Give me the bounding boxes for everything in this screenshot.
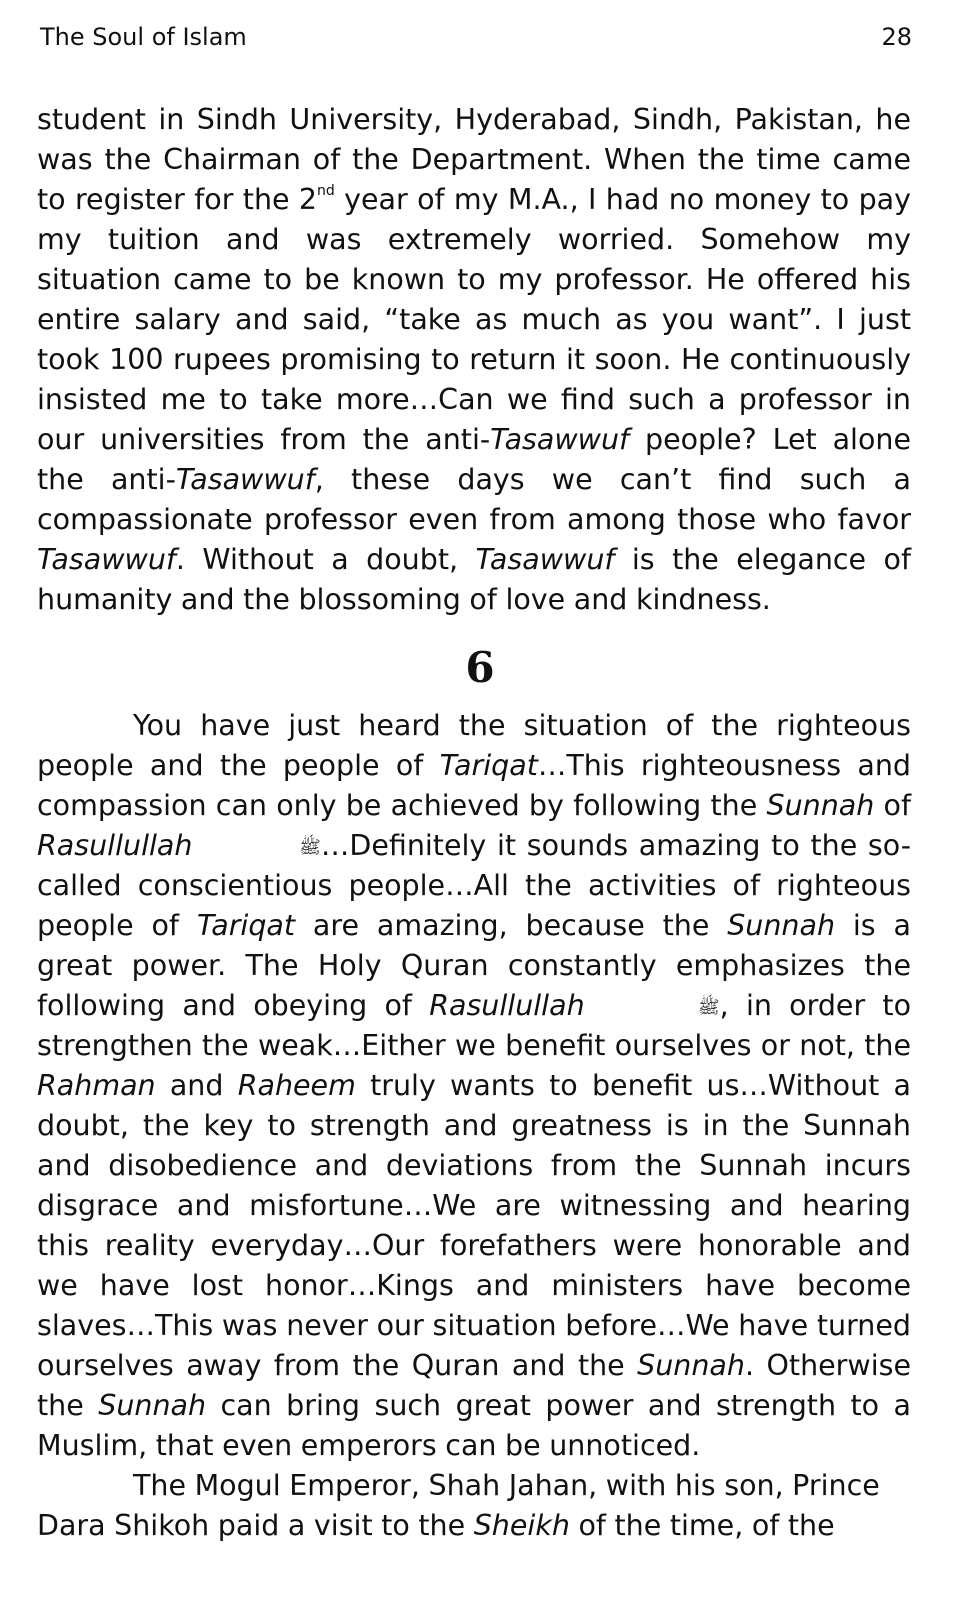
italic-term: Sunnah: [766, 789, 875, 822]
paragraph-2: [37, 706, 911, 1466]
text-run: can bring such great power and strength to a Muslim, that even emperors can be unnoticed.: [37, 1389, 911, 1462]
page-number: 28: [881, 23, 912, 51]
text-run: , these days we can’t find such a compassionate professor even from among those who favor: [37, 463, 911, 536]
italic-term: Sunnah: [637, 1349, 745, 1382]
text-run: is the elegance of humanity and the blossoming of love and kindness.: [37, 543, 911, 616]
italic-term: Tasawwuf: [475, 543, 615, 576]
text-run: . Without a doubt,: [175, 543, 476, 576]
italic-term: Tasawwuf: [37, 543, 176, 576]
paragraph-2-text: [37, 706, 911, 1466]
paragraph-1-text: [37, 100, 911, 620]
italic-term: Sunnah: [98, 1389, 207, 1422]
italic-term: Tariqat: [439, 749, 538, 782]
paragraph-3-text: [37, 1466, 911, 1546]
paragraph-3: [37, 1466, 911, 1546]
text-run: people? Let alone the anti-: [37, 423, 911, 496]
italic-term: Rasullullah: [429, 989, 585, 1022]
text-run: , in order to strengthen the weak…Either we benefit ourselves or not, the: [37, 989, 912, 1062]
italic-term: Tariqat: [196, 909, 296, 942]
paragraph-1: [37, 100, 911, 620]
text-run: . Otherwise the: [37, 1349, 911, 1422]
text-run: of: [874, 789, 911, 822]
italic-term: Rahman: [37, 1069, 156, 1102]
italic-term: Rasullullah: [37, 829, 193, 862]
running-header: [40, 20, 912, 54]
text-run: …Definitely it sounds amazing to the so-called conscientious people…All the activities of righteous people of: [37, 829, 911, 942]
italic-term: Sheikh: [473, 1509, 570, 1542]
text-run: student in Sindh University, Hyderabad, Sindh, Pakistan, he was the Chairman of the Department. When the time came to register for the 2: [37, 103, 911, 216]
italic-term: Sunnah: [727, 909, 836, 942]
text-run: is a great power. The Holy Quran constantly emphasizes the following and obeying of: [37, 909, 911, 1022]
text-run: and: [155, 1069, 238, 1102]
text-run: truly wants to benefit us…Without a doubt, the key to strength and greatness is in the Sunnah and disobedience and deviations from the Sunnah incurs disgrace and misfortune…We are witnessing and hearing this reality everyday…Our forefathers were honorable and we have lost honor…Kings and ministers have become slaves…This was never our situation before…We have turned ourselves away from the Quran and the: [37, 1069, 911, 1382]
italic-term: Tasawwuf: [175, 463, 315, 496]
italic-term: Raheem: [237, 1069, 356, 1102]
ordinal-suffix: nd: [317, 183, 335, 199]
text-run: year of my M.A., I had no money to pay my tuition and was extremely worried. Somehow my situation came to be known to my professor. He offered his entire salary and said, “take as much as you want”. I just took 100 rupees promising to return it soon. He continuously insisted me to take more…Can we find such a professor in our universities from the anti-: [37, 183, 911, 456]
running-title: The Soul of Islam: [40, 23, 247, 51]
salawat-glyph-icon: ﷺ: [299, 837, 321, 858]
text-run: …This righteousness and compassion can only be achieved by following the: [37, 749, 911, 822]
section-number: 6: [465, 643, 495, 692]
salawat-glyph-icon: ﷺ: [697, 997, 720, 1018]
text-run: The Mogul Emperor, Shah Jahan, with his son, Prince Dara Shikoh paid a visit to the: [37, 1469, 880, 1542]
text-run: are amazing, because the: [295, 909, 728, 942]
text-run: You have just heard the situation of the righteous people and the people of: [37, 709, 911, 782]
italic-term: Tasawwuf: [490, 423, 630, 456]
text-run: of the time, of the: [569, 1509, 835, 1542]
